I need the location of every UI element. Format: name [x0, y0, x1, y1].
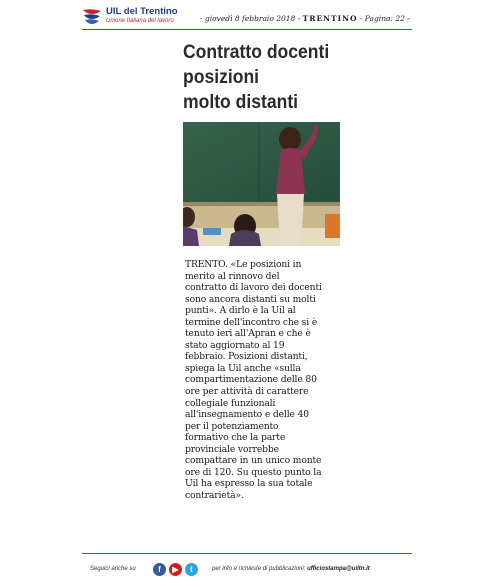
article-headline [183, 40, 345, 115]
page-footer [0, 557, 490, 587]
header-divider [82, 29, 412, 30]
uil-logo-icon [82, 8, 102, 26]
headline-line: molto distanti [183, 91, 299, 113]
follow-label: Seguici anche su [90, 566, 136, 572]
headline-line: Contratto docenti [183, 41, 330, 63]
twitter-icon[interactable]: t [185, 563, 198, 576]
youtube-icon[interactable]: ▶ [169, 563, 182, 576]
email-link[interactable]: ufficiostampa@uiltn.it [307, 566, 370, 572]
footer-info [212, 566, 370, 572]
publication-date: - giovedì 8 febbraio 2018 - [200, 14, 301, 23]
page-number: - Pagina: 22 - [359, 14, 410, 23]
dateline [200, 14, 410, 23]
facebook-icon[interactable]: f [153, 563, 166, 576]
brand [106, 6, 178, 25]
page-header [0, 0, 490, 34]
brand-name: UIL del Trentino [106, 6, 178, 17]
classroom-photo [183, 122, 340, 246]
article-body: TRENTO. «Le posizioni in merito al rinnovo del contratto di lavoro dei docenti sono ancora distanti su molti punti». A dirlo è la Uil al termine dell'incontro che si è tenuto ieri all'Apran e che è stato aggiornato al 19 febbraio. Posizioni distanti, spiega la Uil anche «sulla compartimentazione delle 80 ore per attività di carattere collegiale funzionali all'insegnamento e delle 40 per il potenziamento formativo che la parte provinciale vorrebbe compattare in un unico monte ore di 120. Su questo punto la Uil ha espresso la sua totale contrarietà». [185, 259, 322, 501]
brand-subtitle: Unione Italiana del lavoro [106, 18, 174, 24]
newspaper-name: TRENTINO [302, 14, 358, 23]
headline-line: posizioni [183, 66, 260, 88]
info-label: per info e richieste di pubblicazioni: [212, 566, 306, 572]
footer-divider [82, 553, 412, 554]
